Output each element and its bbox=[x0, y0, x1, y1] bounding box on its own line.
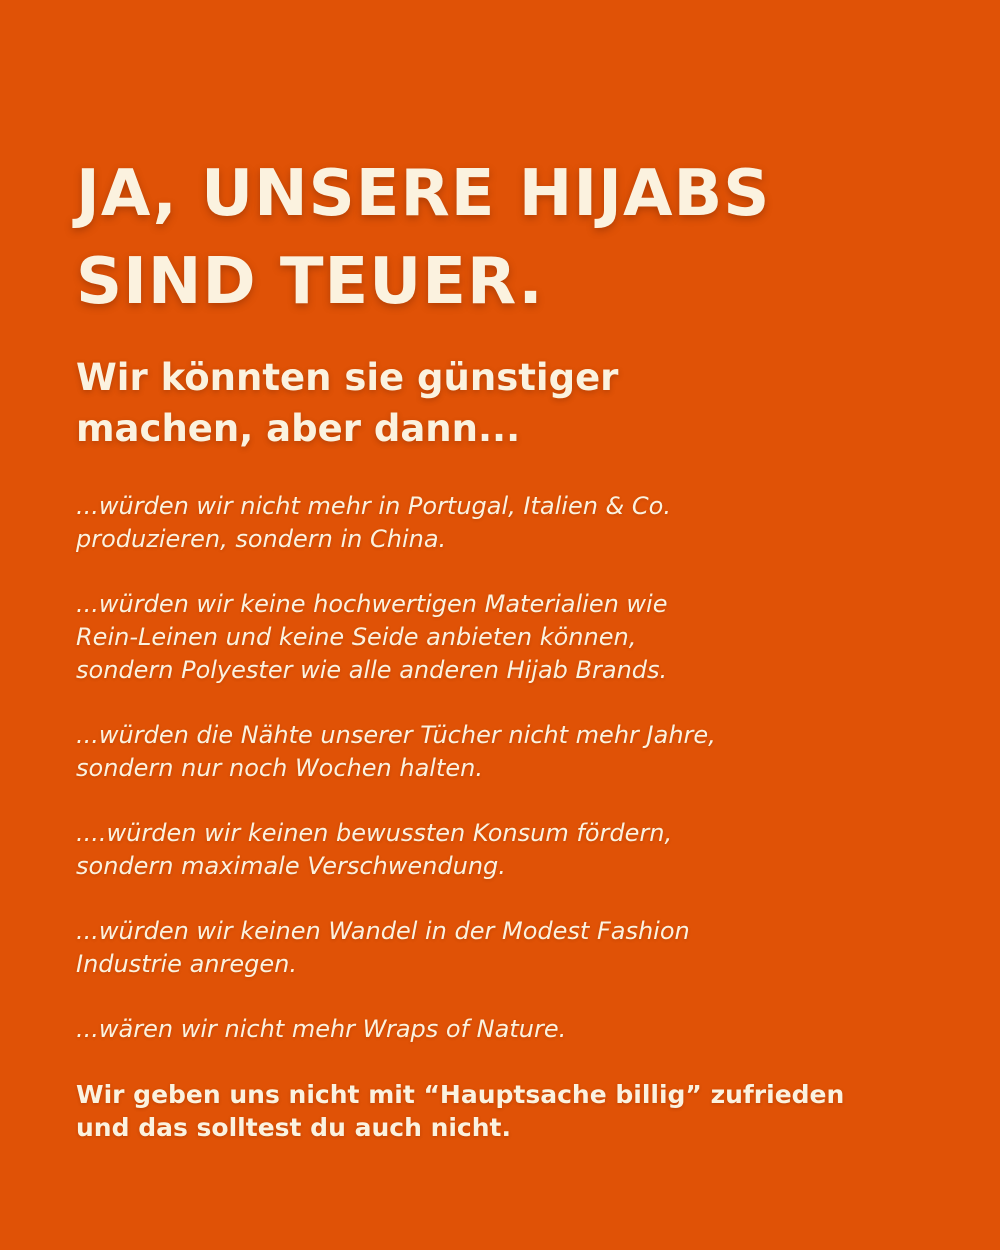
reason-item bbox=[76, 719, 930, 785]
subheadline-line: Wir könnten sie günstiger bbox=[76, 356, 619, 399]
reason-line: ...würden wir keinen Wandel in der Modest Fashion bbox=[76, 917, 690, 945]
reason-line: produzieren, sondern in China. bbox=[76, 525, 447, 553]
reason-line: Industrie anregen. bbox=[76, 950, 297, 978]
reasons-list bbox=[76, 490, 930, 1046]
subheadline-line: machen, aber dann... bbox=[76, 407, 521, 450]
reason-item bbox=[76, 915, 930, 981]
headline bbox=[76, 150, 930, 326]
reason-item bbox=[76, 588, 930, 687]
reason-line: ...würden wir keine hochwertigen Materialien wie bbox=[76, 590, 668, 618]
reason-item bbox=[76, 1013, 930, 1046]
reason-line: sondern maximale Verschwendung. bbox=[76, 852, 506, 880]
headline-line: JA, UNSERE HIJABS bbox=[76, 157, 771, 231]
closing-line: Wir geben uns nicht mit “Hauptsache billig” zufrieden bbox=[76, 1080, 845, 1109]
subheadline bbox=[76, 352, 930, 454]
reason-line: sondern Polyester wie alle anderen Hijab Brands. bbox=[76, 656, 668, 684]
reason-item bbox=[76, 490, 930, 556]
closing-line: und das solltest du auch nicht. bbox=[76, 1113, 511, 1142]
reason-item bbox=[76, 817, 930, 883]
headline-line: SIND TEUER. bbox=[76, 245, 544, 319]
reason-line: Rein-Leinen und keine Seide anbieten können, bbox=[76, 623, 637, 651]
reason-line: ...würden die Nähte unserer Tücher nicht mehr Jahre, bbox=[76, 721, 716, 749]
reason-line: ...wären wir nicht mehr Wraps of Nature. bbox=[76, 1015, 567, 1043]
reason-line: ....würden wir keinen bewussten Konsum fördern, bbox=[76, 819, 673, 847]
closing-statement bbox=[76, 1078, 930, 1144]
reason-line: sondern nur noch Wochen halten. bbox=[76, 754, 483, 782]
reason-line: ...würden wir nicht mehr in Portugal, Italien & Co. bbox=[76, 492, 671, 520]
